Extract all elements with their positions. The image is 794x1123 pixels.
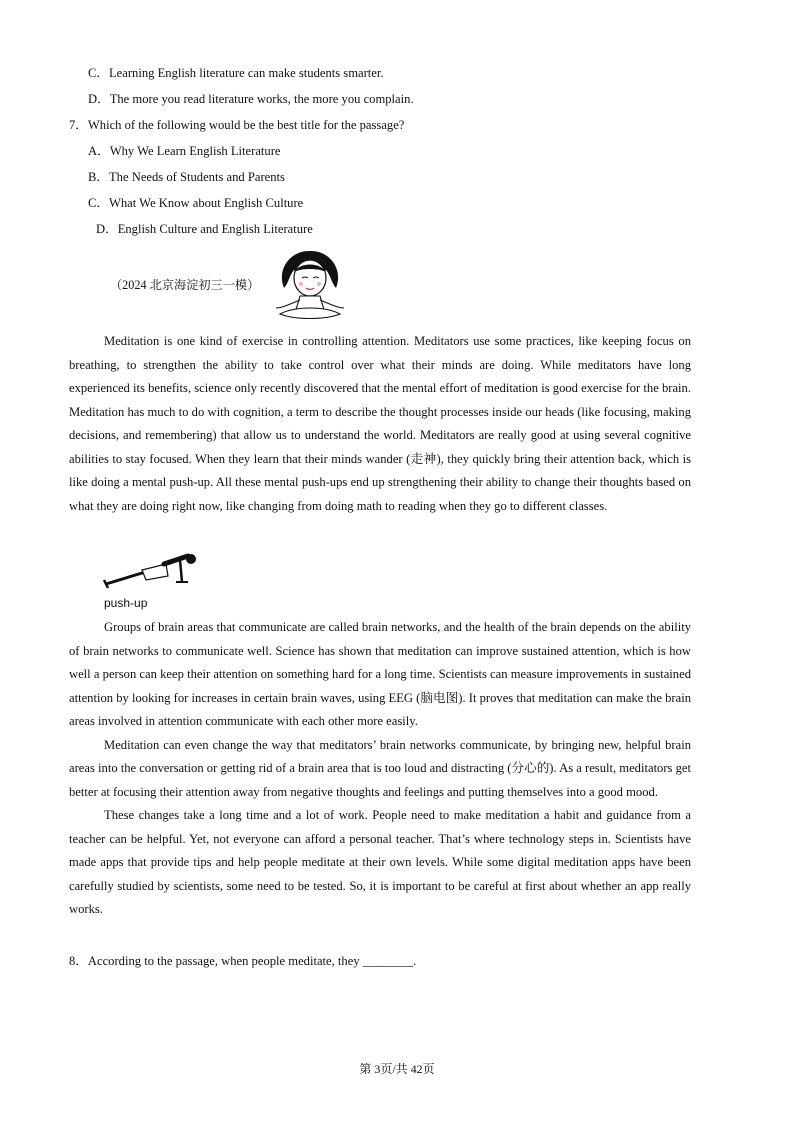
question-7-option-a: A．Why We Learn English Literature bbox=[88, 144, 281, 158]
source-tag: （2024 北京海淀初三一模） bbox=[110, 278, 260, 292]
passage-paragraph-3: Meditation can even change the way that meditators’ brain networks communicate, by bringing new, helpful brain areas into the conversation or getting rid of a brain area that is too loud and distracting (分心的). As a result, meditators get better at focusing their attention away from negative thoughts and feelings and putting themselves into a good mood. bbox=[69, 737, 691, 799]
passage-paragraph-1: Meditation is one kind of exercise in controlling attention. Meditators use some practices, like keeping focus on breathing, to strengthen the ability to take control over what their minds are doing. While meditators have long experienced its benefits, science only recently discovered that the mental effort of meditation is good exercise for the brain. Meditation has much to do with cognition, a term to describe the thought processes inside our heads (like focusing, making decisions, and remembering) that allow us to understand the world. Meditators are really good at using several cognitive abilities to stay focused. When they learn that their minds wander (走神), they quickly bring their attention back, which is like doing a mental push-up. All these mental push-ups end up strengthening their ability to change their thoughts based on what they are doing right now, like changing from doing math to reading when they go to different classes. bbox=[69, 334, 691, 513]
question-7-option-d: D．English Culture and English Literature bbox=[96, 222, 313, 236]
push-up-caption: push-up bbox=[104, 596, 148, 610]
question-7-stem: 7．Which of the following would be the best title for the passage? bbox=[69, 118, 405, 132]
question-7-option-b: B．The Needs of Students and Parents bbox=[88, 170, 285, 184]
option-c-prev: C．Learning English literature can make students smarter. bbox=[88, 66, 384, 80]
page-footer: 第 3页/共 42页 bbox=[359, 1062, 435, 1076]
meditating-girl-icon bbox=[270, 248, 350, 324]
option-d-prev: D．The more you read literature works, the more you complain. bbox=[88, 92, 414, 106]
passage-paragraph-4: These changes take a long time and a lot of work. People need to make meditation a habit and guidance from a teacher can be helpful. Yet, not everyone can afford a personal teacher. That’s where technology steps in. Scientists have made apps that provide tips and help people meditate at their own levels. While some digital meditation apps have been carefully studied by scientists, some need to be tested. So, it is important to be careful at first about whether an app really works. bbox=[69, 808, 691, 916]
question-8-stem: 8．According to the passage, when people meditate, they ________. bbox=[69, 954, 417, 968]
push-up-figure-icon bbox=[102, 550, 198, 592]
question-7-option-c: C．What We Know about English Culture bbox=[88, 196, 304, 210]
passage-paragraph-2: Groups of brain areas that communicate are called brain networks, and the health of the brain depends on the ability of brain networks to communicate well. Science has shown that meditation can improve sustained attention, which is how well a person can keep their attention on something hard for a long time. Scientists can measure improvements in sustained attention by looking for increases in certain brain waves, using EEG (脑电图). It proves that meditation can make the brain areas involved in attention communicate with each other more easily. bbox=[69, 620, 691, 728]
